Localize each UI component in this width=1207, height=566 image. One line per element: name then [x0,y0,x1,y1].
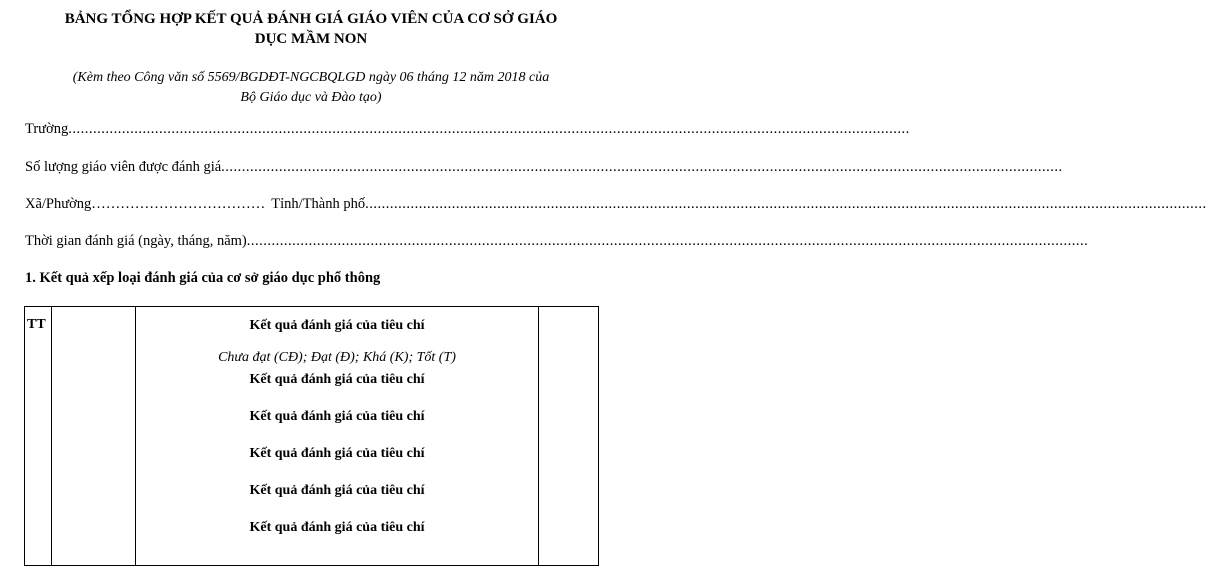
section-heading: 1. Kết quả xếp loại đánh giá của cơ sở giáo dục phổ thông [25,270,381,286]
teacher-count-dotted-line[interactable]: ............................................................................................................................................................................................................ [221,159,1063,175]
evaluation-time-label: Thời gian đánh giá (ngày, tháng, năm) [25,233,247,249]
last-column-cell [539,307,599,566]
ward-label: Xã/Phường [25,196,92,212]
criteria-row-2: Kết quả đánh giá của tiêu chí [249,409,425,424]
title-line-1: BẢNG TỔNG HỢP KẾT QUẢ ĐÁNH GIÁ GIÁO VIÊN CỦA CƠ SỞ GIÁO [64,11,558,27]
evaluation-table [24,306,599,566]
evaluation-time-field [25,233,1089,253]
criteria-row-3: Kết quả đánh giá của tiêu chí [249,446,425,461]
tt-header-cell [25,307,52,566]
evaluation-time-dotted-line[interactable]: ............................................................................................................................................................................................................ [246,233,1089,249]
criteria-row-5: Kết quả đánh giá của tiêu chí [249,520,425,535]
ward-dotted-line[interactable]: ……………………………… [91,196,266,212]
title-line-2: DỤC MẦM NON [254,31,368,47]
criteria-header: Kết quả đánh giá của tiêu chí [249,318,425,333]
rating-legend: Chưa đạt (CĐ); Đạt (Đ); Khá (K); Tốt (T) [218,350,456,365]
criteria-row-4: Kết quả đánh giá của tiêu chí [249,483,425,498]
subtitle-line-2: Bộ Giáo dục và Đào tạo) [240,90,382,105]
document-title [0,9,622,49]
school-dotted-line[interactable]: ............................................................................................................................................................................................................ [68,121,910,137]
document-subtitle [0,68,622,108]
subtitle-line-1: (Kèm theo Công văn số 5569/BGDĐT-NGCBQLGD ngày 06 tháng 12 năm 2018 của [72,70,550,85]
school-field [25,121,910,141]
name-column-cell [52,307,136,566]
tt-header: TT [27,317,46,332]
location-field [25,196,1207,216]
criteria-cell [136,307,539,566]
table-row [25,307,599,566]
teacher-count-label: Số lượng giáo viên được đánh giá [25,159,222,175]
province-label: Tỉnh/Thành phố [271,196,366,212]
teacher-count-field [25,159,1063,179]
criteria-row-1: Kết quả đánh giá của tiêu chí [249,372,425,387]
school-label: Trường [25,121,69,137]
province-dotted-line[interactable]: ............................................................................................................................................................................................................ [365,196,1207,212]
